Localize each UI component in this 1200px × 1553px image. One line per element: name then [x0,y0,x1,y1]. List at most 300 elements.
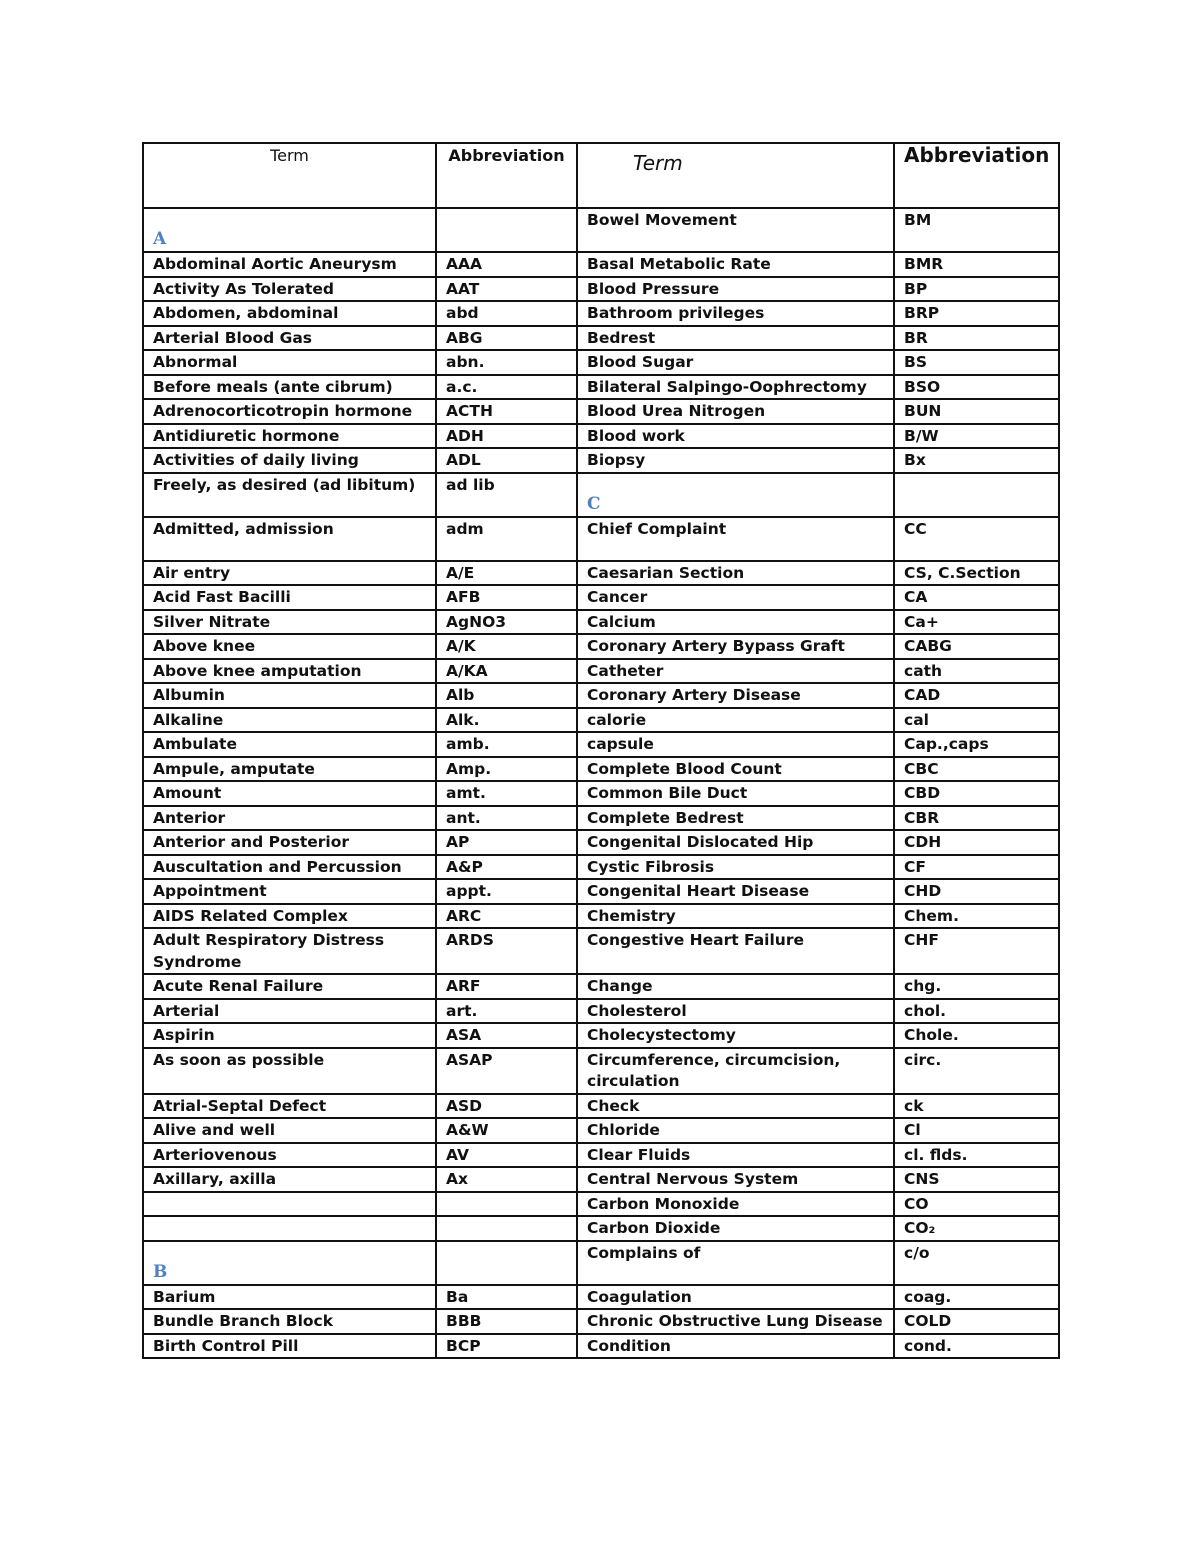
term-cell [143,659,436,684]
abbreviation-cell-text: CS, C.Section [904,563,1021,582]
abbreviation-cell [436,1143,577,1168]
term-cell-text: Coronary Artery Disease [587,686,801,704]
abbreviation-cell [894,708,1059,733]
term-cell [577,585,894,610]
abbreviation-cell [894,757,1059,782]
term-cell [143,277,436,302]
abbreviation-cell-text: cal [904,710,929,729]
term-cell [577,830,894,855]
term-cell-text: Before meals (ante cibrum) [153,377,393,396]
abbreviation-cell-text: A/KA [446,661,488,680]
term-cell-text: Clear Fluids [587,1145,691,1164]
abbreviation-cell-text: BMR [904,255,944,273]
abbreviation-cell-text: A/E [446,563,475,582]
abbreviation-cell [436,252,577,277]
abbreviation-cell [436,1216,577,1241]
abbreviation-cell-text: Amp. [446,759,492,778]
abbreviation-cell [436,1241,577,1285]
term-cell [143,585,436,610]
abbreviation-cell-text: amt. [446,784,486,802]
term-cell [143,732,436,757]
abbreviation-cell [894,561,1059,586]
term-cell-text: Activity As Tolerated [153,279,334,298]
term-cell [143,1216,436,1241]
abbreviation-cell-text: Cl [904,1121,921,1139]
abbreviation-cell [436,879,577,904]
term-cell-text: Atrial-Septal Defect [153,1096,327,1115]
term-cell [143,1023,436,1048]
abbreviation-cell [436,732,577,757]
term-cell [143,448,436,473]
term-cell-text: Chief Complaint [587,519,727,538]
abbreviation-cell-text: BCP [446,1336,481,1355]
right-abbr-header [894,143,1059,208]
term-cell [577,1167,894,1192]
abbreviation-cell [436,473,577,517]
table-row [143,974,1059,999]
abbreviation-cell [436,928,577,974]
term-cell-text: Change [587,977,653,995]
term-cell-text: Abnormal [153,353,238,371]
table-row [143,757,1059,782]
abbreviation-cell-text: BM [904,211,932,229]
abbreviation-cell [894,399,1059,424]
table-row [143,683,1059,708]
abbreviation-cell [894,879,1059,904]
abbreviation-cell-text: BRP [904,304,940,322]
abbreviation-cell-text: AP [446,833,470,851]
term-cell-text: Adult Respiratory Distress Syndrome [153,931,385,971]
abbreviation-cell-text: amb. [446,735,490,753]
abbreviation-cell [436,757,577,782]
term-cell [577,806,894,831]
left-abbr-header [436,143,577,208]
term-cell [577,1094,894,1119]
abbreviation-cell-text: CC [904,519,927,538]
abbreviation-cell-text: ad lib [446,475,495,494]
abbreviation-cell [436,424,577,449]
term-cell-text: Ampule, amputate [153,759,315,778]
term-cell [143,879,436,904]
abbreviation-cell [894,252,1059,277]
term-cell-text: Blood Pressure [587,279,720,298]
term-cell [143,708,436,733]
term-cell [143,928,436,974]
term-cell-text: Bundle Branch Block [153,1312,334,1330]
term-cell-text: Bedrest [587,328,656,347]
term-cell-text: Birth Control Pill [153,1336,299,1355]
right-abbr-header-label: Abbreviation [904,143,1050,167]
abbreviation-cell [436,399,577,424]
abbreviation-cell [894,1094,1059,1119]
term-cell [577,424,894,449]
abbreviation-cell [894,448,1059,473]
abbreviation-cell-text: Cap.,caps [904,735,989,753]
table-row [143,1118,1059,1143]
abbreviation-cell [894,806,1059,831]
right-term-header-label: Term [633,151,683,175]
abbreviation-cell [894,517,1059,561]
table-row [143,301,1059,326]
abbreviation-cell-text: BR [904,328,928,347]
abbreviation-cell-text: chol. [904,1001,947,1020]
table-row [143,610,1059,635]
table-row [143,1023,1059,1048]
abbreviation-cell-text: adm [446,519,484,538]
abbreviation-cell-text: BP [904,279,928,298]
term-cell-text: Aspirin [153,1026,215,1044]
abbreviation-cell-text: A&P [446,857,483,876]
abbreviation-cell [894,732,1059,757]
abbreviation-cell-text: CAD [904,686,941,704]
term-cell-text: Circumference, circumcision, circulation [587,1050,841,1090]
abbreviation-table [142,142,1060,1359]
term-cell-text: Calcium [587,612,656,631]
term-cell [577,473,894,517]
table-row [143,1309,1059,1334]
term-cell-text: Appointment [153,882,267,900]
abbreviation-cell-text: ADL [446,451,481,469]
abbreviation-cell-text: CDH [904,833,942,851]
abbreviation-cell-text: a.c. [446,377,478,396]
abbreviation-cell [894,1285,1059,1310]
abbreviation-cell-text: Ax [446,1170,468,1188]
abbreviation-cell [894,473,1059,517]
abbreviation-cell-text: CBR [904,808,940,827]
abbreviation-cell-text: Chem. [904,906,959,925]
abbreviation-cell [894,350,1059,375]
abbreviation-cell-text: cl. flds. [904,1145,968,1164]
term-cell [577,708,894,733]
term-cell-text: Barium [153,1287,216,1306]
term-cell [577,781,894,806]
abbreviation-cell [436,1334,577,1359]
abbreviation-cell-text: ARDS [446,931,494,949]
abbreviation-cell [894,326,1059,351]
abbreviation-cell [436,585,577,610]
table-row [143,473,1059,517]
term-cell-text: Amount [153,784,222,802]
term-cell [143,806,436,831]
term-cell-text: Alive and well [153,1121,276,1139]
abbreviation-cell [436,610,577,635]
term-cell [143,855,436,880]
abbreviation-cell-text: AAA [446,255,482,273]
abbreviation-cell [436,561,577,586]
term-cell-text: Central Nervous System [587,1170,799,1188]
abbreviation-cell-text: BBB [446,1312,482,1330]
term-cell [143,1094,436,1119]
term-cell [143,1334,436,1359]
term-cell [143,301,436,326]
term-cell [577,326,894,351]
table-row [143,252,1059,277]
abbreviation-cell [436,1023,577,1048]
term-cell-text: Complete Blood Count [587,759,782,778]
term-cell-text: Congenital Dislocated Hip [587,833,814,851]
term-cell-text: Adrenocorticotropin hormone [153,402,413,420]
abbreviation-cell [894,634,1059,659]
abbreviation-cell [436,1285,577,1310]
abbreviation-cell-text: appt. [446,882,492,900]
term-cell-text: Albumin [153,686,225,704]
table-row [143,1048,1059,1094]
abbreviation-cell [894,301,1059,326]
abbreviation-cell-text: CO [904,1194,929,1213]
term-cell [577,448,894,473]
abbreviation-cell [436,781,577,806]
term-cell [577,879,894,904]
term-cell-text: Freely, as desired (ad libitum) [153,475,416,494]
abbreviation-cell [894,928,1059,974]
term-cell [143,1167,436,1192]
term-cell [577,1285,894,1310]
term-cell-text: Basal Metabolic Rate [587,255,771,273]
term-cell [577,301,894,326]
term-cell-text: Carbon Dioxide [587,1219,721,1237]
abbreviation-cell [894,277,1059,302]
term-cell-text: Check [587,1096,640,1115]
term-cell-text: Arterial [153,1001,220,1020]
table-row [143,806,1059,831]
abbreviation-cell-text: cath [904,661,943,680]
abbreviation-cell [436,448,577,473]
abbreviation-cell [894,208,1059,252]
term-cell [577,350,894,375]
term-cell [577,375,894,400]
term-cell-text: Coagulation [587,1287,692,1306]
term-cell [143,904,436,929]
abbreviation-cell-text: BSO [904,377,941,396]
abbreviation-cell [894,424,1059,449]
table-row [143,830,1059,855]
term-cell-text: Condition [587,1336,671,1355]
abbreviation-cell [894,1143,1059,1168]
table-row [143,277,1059,302]
abbreviation-cell [436,855,577,880]
abbreviation-cell [894,1309,1059,1334]
abbreviation-cell-text: circ. [904,1050,942,1069]
term-cell [577,1334,894,1359]
term-cell-text: Bathroom privileges [587,304,765,322]
abbreviation-cell [894,830,1059,855]
left-abbr-header-label: Abbreviation [448,146,565,165]
term-cell [577,659,894,684]
abbreviation-cell-text: CHD [904,882,942,900]
term-cell-text: Cystic Fibrosis [587,857,715,876]
abbreviation-cell [436,683,577,708]
term-cell [143,830,436,855]
term-cell-text: Congenital Heart Disease [587,882,810,900]
abbreviation-cell [436,350,577,375]
abbreviation-cell [436,517,577,561]
abbreviation-cell [436,830,577,855]
term-cell-text: AIDS Related Complex [153,906,348,925]
term-cell [143,561,436,586]
term-cell-text: Alkaline [153,710,224,729]
term-cell-text: Above knee [153,637,256,655]
term-cell-text: Chronic Obstructive Lung Disease [587,1312,883,1330]
abbreviation-cell [436,277,577,302]
term-cell-text: Cholesterol [587,1001,687,1020]
abbreviation-cell-text: B/W [904,426,939,445]
abbreviation-cell-text: ACTH [446,402,493,420]
term-cell [143,610,436,635]
abbreviation-cell [894,585,1059,610]
abbreviation-cell [436,1167,577,1192]
term-cell-text: Carbon Monoxide [587,1194,740,1213]
abbreviation-cell-text: ARC [446,906,482,925]
term-cell [577,1216,894,1241]
abbreviation-cell [894,1023,1059,1048]
table-row [143,781,1059,806]
term-cell-text: Cancer [587,588,648,606]
abbreviation-cell-text: AV [446,1145,469,1164]
abbreviation-cell [436,634,577,659]
abbreviation-cell-text: ASA [446,1026,482,1044]
table-row [143,424,1059,449]
table-row [143,659,1059,684]
term-cell [577,683,894,708]
term-cell [577,1192,894,1217]
term-cell-text: Cholecystectomy [587,1026,736,1044]
term-cell-text: Caesarian Section [587,563,745,582]
abbreviation-cell [436,375,577,400]
term-cell [577,999,894,1024]
table-row [143,1167,1059,1192]
term-cell [143,1048,436,1094]
abbreviation-cell [894,1192,1059,1217]
abbreviation-cell-text: Chole. [904,1026,959,1044]
abbreviation-cell [436,999,577,1024]
term-cell-text: Anterior and Posterior [153,833,349,851]
term-cell-text: Axillary, axilla [153,1170,277,1188]
term-cell-text: Antidiuretic hormone [153,426,340,445]
abbreviation-cell [894,855,1059,880]
section-letter: B [153,1261,168,1282]
section-letter: C [587,493,601,514]
abbreviation-cell [894,999,1059,1024]
abbreviation-cell-text: art. [446,1001,478,1020]
abbreviation-cell-text: ARF [446,977,481,995]
right-term-header [577,143,894,208]
table-row [143,1334,1059,1359]
abbreviation-cell-text: Alk. [446,710,480,729]
term-cell-text: Acute Renal Failure [153,977,324,995]
abbreviation-cell [436,806,577,831]
term-cell [577,757,894,782]
term-cell [577,974,894,999]
abbreviation-cell [894,781,1059,806]
term-cell-text: Air entry [153,563,231,582]
table-row [143,326,1059,351]
term-cell [577,1023,894,1048]
term-cell [143,1118,436,1143]
abbreviation-cell-text: BS [904,353,927,371]
abbreviation-cell-text: COLD [904,1312,952,1330]
term-cell-text: Silver Nitrate [153,612,271,631]
abbreviation-cell [894,1048,1059,1094]
abbreviation-cell-text: coag. [904,1287,952,1306]
abbreviation-cell [894,610,1059,635]
term-cell-text: Arteriovenous [153,1145,277,1164]
abbreviation-cell [894,683,1059,708]
term-cell [143,1143,436,1168]
abbreviation-cell [436,208,577,252]
abbreviation-cell [436,301,577,326]
term-cell [143,781,436,806]
term-cell [577,517,894,561]
term-cell [577,904,894,929]
table-row [143,855,1059,880]
term-cell [143,350,436,375]
abbreviation-cell [894,659,1059,684]
abbreviation-cell-text: cond. [904,1336,952,1355]
term-cell-text: Chloride [587,1121,660,1139]
abbreviation-cell-text: CBC [904,759,939,778]
term-cell-text: Coronary Artery Bypass Graft [587,637,845,655]
abbreviation-cell-text: ant. [446,808,481,827]
term-cell [143,1309,436,1334]
term-cell-text: capsule [587,735,654,753]
term-cell-text: As soon as possible [153,1050,325,1069]
term-cell [577,561,894,586]
term-cell-text: Acid Fast Bacilli [153,588,291,606]
term-cell-text: Biopsy [587,451,646,469]
term-cell [577,610,894,635]
abbreviation-cell-text: A&W [446,1121,489,1139]
table-row [143,999,1059,1024]
table-row [143,517,1059,561]
abbreviation-cell-text: ABG [446,328,483,347]
abbreviation-cell [894,375,1059,400]
table-row [143,879,1059,904]
term-cell-text: Bowel Movement [587,211,737,229]
term-cell [577,1048,894,1094]
term-cell [577,399,894,424]
table-row [143,1192,1059,1217]
abbreviation-cell-text: CHF [904,931,939,949]
abbreviation-cell-text: CBD [904,784,941,802]
abbreviation-cell-text: Ba [446,1287,469,1306]
abbreviation-cell-text: AFB [446,588,481,606]
term-cell-text: Above knee amputation [153,661,362,680]
term-cell-text: calorie [587,710,647,729]
abbreviation-cell-text: ASD [446,1096,483,1115]
term-cell [143,473,436,517]
abbreviation-cell-text: ASAP [446,1050,493,1069]
term-cell [143,757,436,782]
term-cell-text: Complains of [587,1243,701,1262]
term-cell-text: Abdominal Aortic Aneurysm [153,255,397,273]
table-row [143,1094,1059,1119]
term-cell [577,1309,894,1334]
term-cell-text: Arterial Blood Gas [153,328,313,347]
abbreviation-cell-text: CA [904,588,928,606]
left-term-header-label: Term [270,146,309,165]
term-cell-text: Anterior [153,808,226,827]
term-cell [143,252,436,277]
term-cell [143,974,436,999]
term-cell [577,634,894,659]
term-cell [143,634,436,659]
table-row [143,585,1059,610]
abbreviation-cell-text: AAT [446,279,480,298]
term-cell [143,208,436,252]
abbreviation-cell-text: A/K [446,637,476,655]
table-row [143,1143,1059,1168]
table-row [143,1241,1059,1285]
